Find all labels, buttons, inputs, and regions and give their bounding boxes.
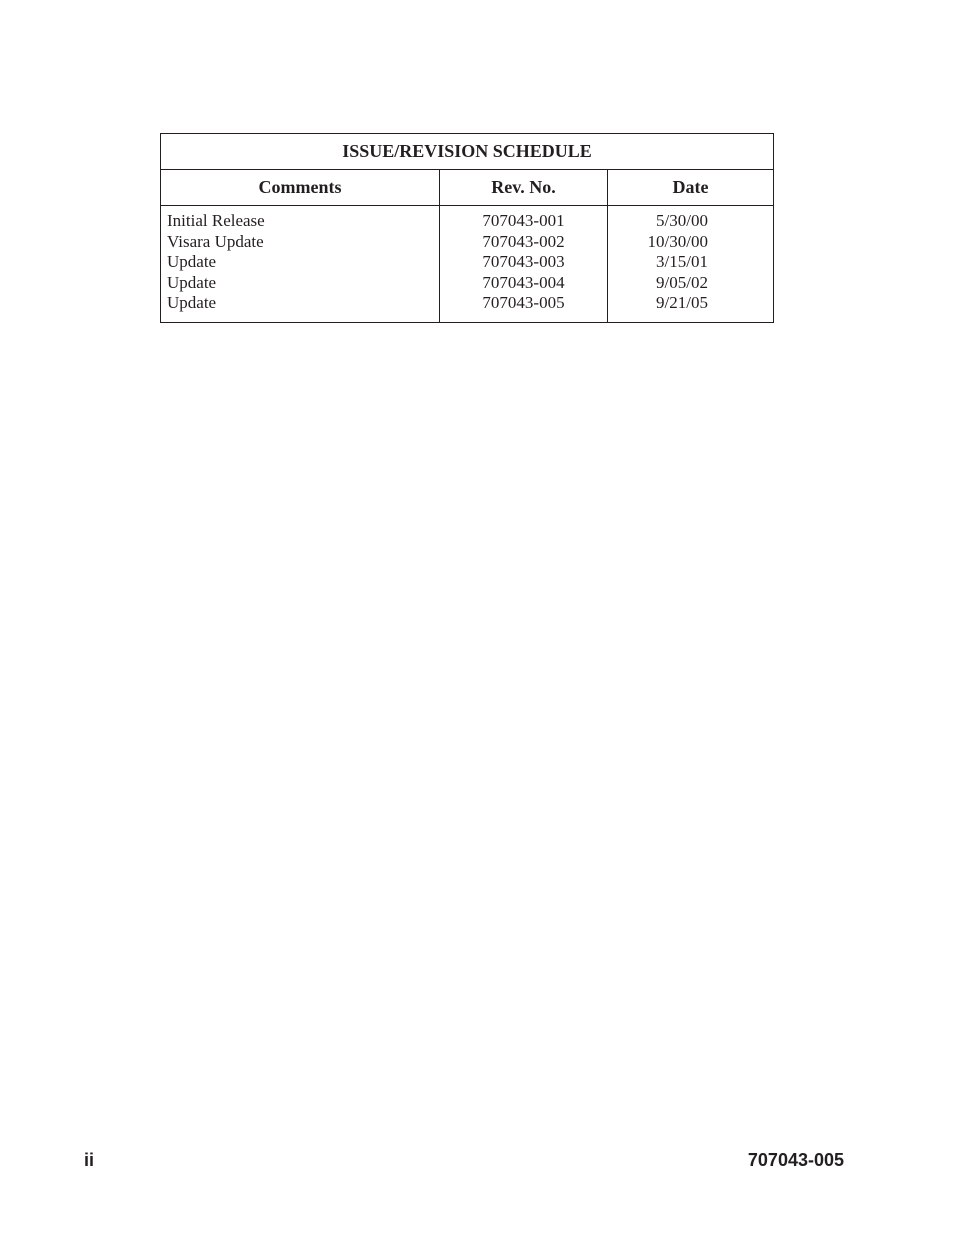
rev-no-cell: 707043-005: [482, 293, 565, 312]
document-number: 707043-005: [747, 1150, 844, 1170]
rev-no-cell: 707043-004: [482, 272, 565, 292]
comment-cell: Visara Update: [167, 231, 264, 251]
date-cell: 3/15/01: [656, 252, 708, 271]
comment-cell: Update: [167, 272, 217, 292]
table-title: ISSUE/REVISION SCHEDULE: [161, 134, 773, 170]
date-column: [608, 211, 708, 314]
rev-no-cell: 707043-003: [482, 252, 565, 271]
date-cell: 10/30/00: [647, 231, 708, 251]
date-cell: 9/05/02: [656, 272, 708, 292]
rev-no-cell: 707043-001: [482, 211, 565, 230]
comment-cell: Update: [167, 252, 217, 271]
column-header-rev-no: Rev. No.: [491, 177, 556, 197]
date-cell: 9/21/05: [656, 293, 708, 312]
date-cell: 5/30/00: [656, 211, 708, 230]
column-header-comments: Comments: [258, 177, 342, 197]
rev-no-cell: 707043-002: [482, 231, 565, 251]
comment-cell: Update: [167, 293, 217, 312]
comment-cell: Initial Release: [167, 211, 265, 230]
table-header-row: [161, 170, 773, 206]
revision-schedule-table: [160, 133, 774, 323]
rev-no-column: [440, 211, 607, 314]
column-header-date: Date: [672, 177, 709, 197]
comments-column: [167, 211, 437, 314]
page-number: ii: [84, 1150, 95, 1170]
